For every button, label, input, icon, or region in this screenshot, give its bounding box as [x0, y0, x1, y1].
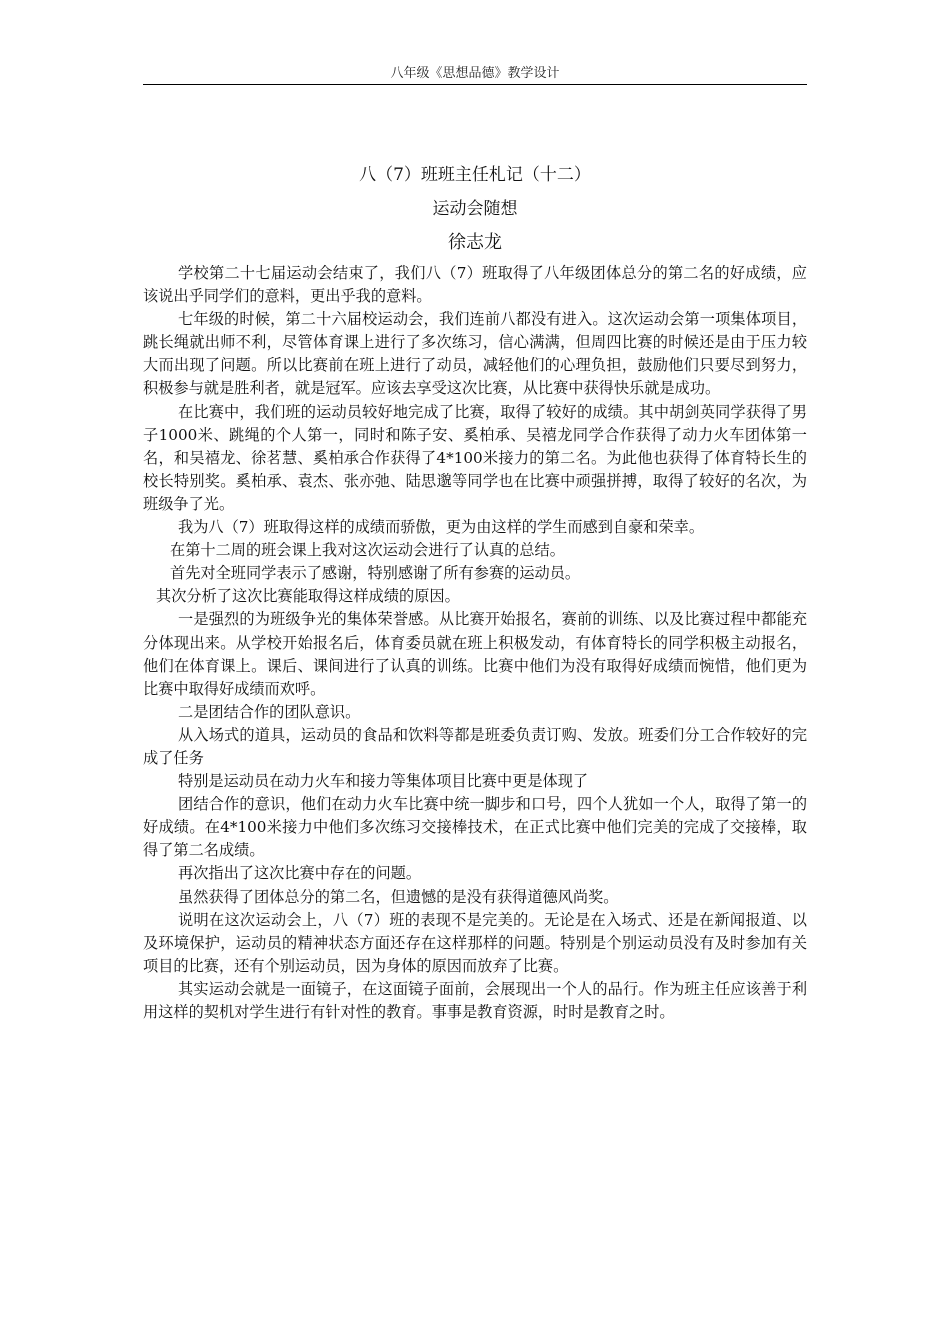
page-header [143, 66, 807, 85]
paragraph: 二是团结合作的团队意识。 [178, 702, 361, 721]
paragraph: 在第十二周的班会课上我对这次运动会进行了认真的总结。 [170, 541, 565, 560]
article-heading [143, 158, 807, 260]
header-title: 八年级《思想品德》教学设计 [390, 66, 560, 81]
paragraph: 特别是运动员在动力火车和接力等集体项目比赛中更是体现了 [178, 772, 589, 791]
article-author: 徐志龙 [448, 232, 502, 253]
paragraph: 我为八（7）班取得这样的成绩而骄傲，更为由这样的学生而感到自豪和荣幸。 [178, 518, 705, 537]
paragraph: 七年级的时候，第二十六届校运动会，我们连前八都没有进入。这次运动会第一项集体项目，跳长绳就出师不利，尽管体育课上进行了多次练习，信心满满，但周四比赛的时候还是由于压力较大而出现了问题。所以比赛前在班上进行了动员，减轻他们的心理负担，鼓励他们只要尽到努力，积极参与就是胜利者，就是冠军。应该去享受这次比赛，从比赛中获得快乐就是成功。 [143, 310, 807, 398]
paragraph: 一是强烈的为班级争光的集体荣誉感。从比赛开始报名，赛前的训练、以及比赛过程中都能充分体现出来。从学校开始报名后，体育委员就在班上积极发动，有体育特长的同学积极主动报名，他们在体育课上。课后、课间进行了认真的训练。比赛中他们为没有取得好成绩而惋惜，他们更为比赛中取得好成绩而欢呼。 [143, 610, 807, 698]
paragraph: 在比赛中，我们班的运动员较好地完成了比赛，取得了较好的成绩。其中胡剑英同学获得了男子1000米、跳绳的个人第一，同时和陈子安、奚柏承、吴禧龙同学合作获得了动力火车团体第一名，和吴禧龙、徐茗慧、奚柏承合作获得了4*100米接力的第二名。为此他也获得了体育特长生的校长特别奖。奚柏承、袁杰、张亦弛、陆思邈等同学也在比赛中顽强拼搏，取得了较好的名次，为班级争了光。 [143, 402, 807, 513]
paragraph: 再次指出了这次比赛中存在的问题。 [178, 864, 421, 883]
paragraph: 首先对全班同学表示了感谢，特别感谢了所有参赛的运动员。 [170, 564, 581, 583]
paragraph: 其实运动会就是一面镜子，在这面镜子面前，会展现出一个人的品行。作为班主任应该善于利用这样的契机对学生进行有针对性的教育。事事是教育资源，时时是教育之时。 [143, 979, 807, 1021]
article-title: 八（7）班班主任札记（十二） [359, 165, 591, 185]
paragraph: 其次分析了这次比赛能取得这样成绩的原因。 [156, 587, 460, 606]
article-subtitle: 运动会随想 [432, 199, 518, 219]
article-body [143, 262, 807, 1024]
paragraph: 团结合作的意识，他们在动力火车比赛中统一脚步和口号，四个人犹如一个人，取得了第一的好成绩。在4*100米接力中他们多次练习交接棒技术，在正式比赛中他们完美的完成了交接棒，取得了第二名成绩。 [143, 795, 807, 860]
paragraph: 说明在这次运动会上，八（7）班的表现不是完美的。无论是在入场式、还是在新闻报道、以及环境保护，运动员的精神状态方面还存在这样那样的问题。特别是个别运动员没有及时参加有关项目的比赛，还有个别运动员，因为身体的原因而放弃了比赛。 [143, 910, 807, 975]
paragraph: 学校第二十七届运动会结束了，我们八（7）班取得了八年级团体总分的第二名的好成绩，应该说出乎同学们的意料，更出乎我的意料。 [143, 264, 807, 306]
paragraph: 虽然获得了团体总分的第二名，但遗憾的是没有获得道德风尚奖。 [178, 887, 619, 906]
paragraph: 从入场式的道具，运动员的食品和饮料等都是班委负责订购、发放。班委们分工合作较好的完成了任务 [143, 725, 807, 767]
